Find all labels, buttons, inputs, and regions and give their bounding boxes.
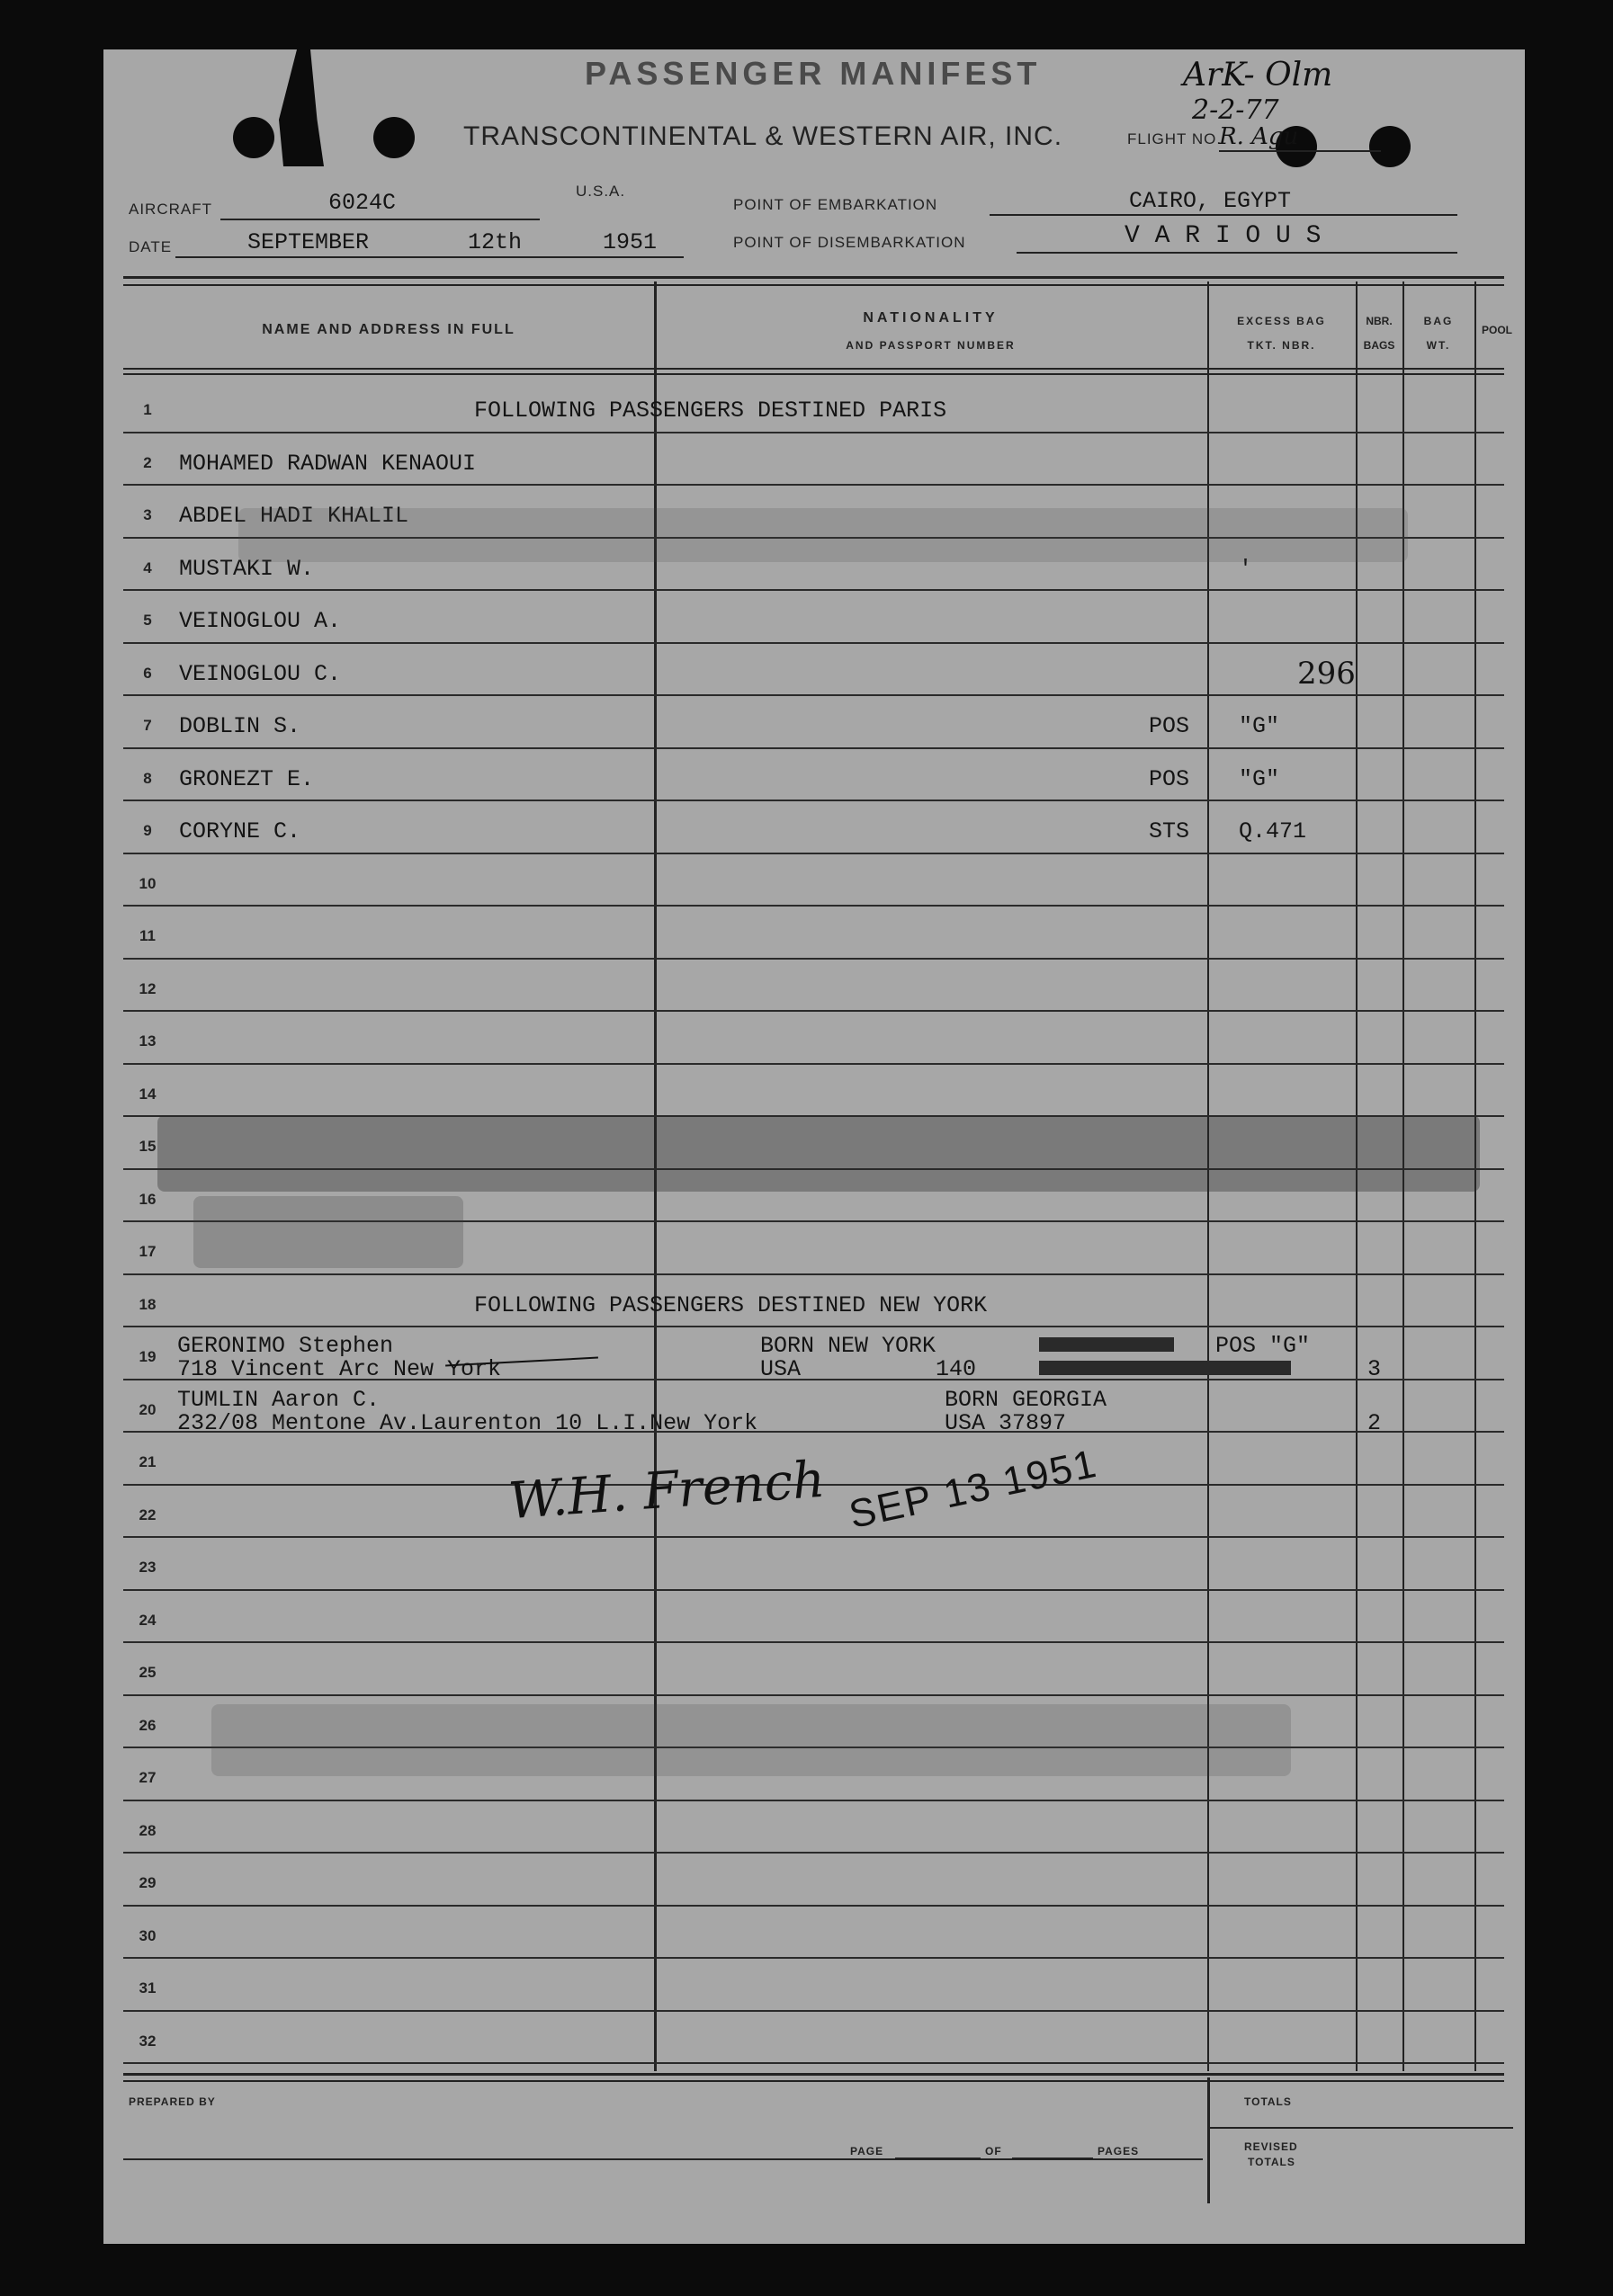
ny-p1-redaction — [1039, 1337, 1174, 1352]
disembarkation-label: POINT OF DISEMBARKATION — [733, 234, 966, 251]
smudge-band-3 — [193, 1196, 463, 1268]
row-number: 5 — [143, 612, 152, 630]
column-header-rule — [123, 368, 1504, 375]
table-row — [123, 749, 1504, 802]
table-row — [123, 1854, 1504, 1907]
header-rule-double — [123, 276, 1504, 286]
col-bags-header-1: NBR. — [1366, 315, 1393, 327]
table-row — [123, 2012, 1504, 2065]
aircraft-label: AIRCRAFT — [129, 201, 212, 218]
col-bags-header-2: BAGS — [1363, 339, 1395, 352]
flight-number-line — [1219, 150, 1381, 152]
date-year: 1951 — [603, 229, 658, 255]
row-number: 32 — [139, 2032, 157, 2050]
passenger-name: MOHAMED RADWAN KENAOUI — [179, 450, 477, 477]
passenger-name: VEINOGLOU A. — [179, 608, 342, 635]
aircraft-line — [220, 219, 540, 220]
ny-p2-nat-line1: BORN GEORGIA — [945, 1387, 1107, 1413]
passenger-name: GRONEZT E. — [179, 765, 315, 792]
table-row — [123, 1643, 1504, 1696]
embarkation-line — [990, 214, 1457, 216]
embarkation-label: POINT OF EMBARKATION — [733, 196, 938, 213]
row-number: 31 — [139, 1979, 157, 1997]
row-number: 8 — [143, 769, 152, 787]
ny-p1-name: GERONIMO Stephen — [177, 1333, 394, 1359]
col-excess-header-2: TKT. NBR. — [1247, 339, 1316, 352]
ny-p2-nat-line2: USA 37897 — [945, 1410, 1067, 1436]
excess-bag-ticket: "G" — [1239, 713, 1280, 740]
table-row — [123, 1275, 1504, 1328]
page-label: PAGE — [850, 2145, 884, 2158]
row-number: 19 — [139, 1348, 157, 1366]
page-line — [895, 2158, 981, 2159]
row-number: 17 — [139, 1243, 157, 1261]
usa-label: U.S.A. — [576, 183, 626, 200]
table-row — [123, 960, 1504, 1013]
row-number: 24 — [139, 1611, 157, 1629]
table-row — [123, 1801, 1504, 1854]
passenger-name: CORYNE C. — [179, 818, 301, 845]
aircraft-value: 6024C — [328, 190, 397, 216]
ny-p1-excess: POS "G" — [1215, 1333, 1311, 1359]
row-number: 15 — [139, 1138, 157, 1156]
passenger-name: ABDEL HADI KHALIL — [179, 503, 409, 530]
of-line — [1012, 2158, 1093, 2159]
row-number: 18 — [139, 1295, 157, 1313]
row-number: 26 — [139, 1716, 157, 1734]
ny-p1-bags: 3 — [1367, 1356, 1382, 1382]
excess-bag-ticket: 296 — [1297, 655, 1356, 692]
row-number: 4 — [143, 558, 152, 576]
flight-label: FLIGHT NO. — [1127, 130, 1223, 147]
nationality-code: STS — [1149, 818, 1190, 845]
table-row — [123, 591, 1504, 644]
date-line — [175, 256, 684, 258]
ny-p1-address: 718 Vincent Arc New York — [177, 1356, 502, 1382]
torn-mark — [279, 49, 324, 166]
table-row — [123, 1538, 1504, 1591]
passenger-name: VEINOGLOU C. — [179, 660, 342, 687]
excess-bag-ticket: Q.471 — [1239, 818, 1307, 845]
revised-totals-label-2: TOTALS — [1248, 2156, 1295, 2168]
row-number: 14 — [139, 1085, 157, 1103]
table-row — [123, 907, 1504, 960]
smudge-band-2 — [157, 1115, 1480, 1192]
col-name-header: NAME AND ADDRESS IN FULL — [262, 322, 515, 337]
excess-bag-ticket: ' — [1239, 555, 1253, 582]
of-label: OF — [985, 2145, 1002, 2158]
ny-p1-passport: 140 — [936, 1356, 977, 1382]
punch-hole-center — [373, 117, 415, 158]
row-number: 27 — [139, 1769, 157, 1787]
row-number: 7 — [143, 717, 152, 735]
totals-label: TOTALS — [1244, 2095, 1292, 2108]
handwritten-note-line1: ArK- Olm — [1183, 57, 1333, 94]
row-number: 1 — [143, 401, 152, 419]
nationality-code: POS — [1149, 713, 1190, 740]
ny-p2-name: TUMLIN Aaron C. — [177, 1387, 381, 1413]
received-date-stamp: SEP 13 1951 — [845, 1441, 1102, 1538]
airline-name: TRANSCONTINENTAL & WESTERN AIR, INC. — [463, 121, 1063, 151]
table-row — [123, 801, 1504, 854]
passenger-name: MUSTAKI W. — [179, 555, 315, 582]
ny-p1-nat-line2: USA — [760, 1356, 802, 1382]
col-passport-header: AND PASSPORT NUMBER — [846, 339, 1016, 352]
passenger-name: DOBLIN S. — [179, 713, 301, 740]
col-nationality-header: NATIONALITY — [863, 310, 999, 326]
smudge-band-4 — [211, 1704, 1291, 1776]
table-row — [123, 854, 1504, 907]
col-pool-header: POOL — [1481, 324, 1512, 336]
col-excess-header-1: EXCESS BAG — [1237, 315, 1326, 327]
row-number: 10 — [139, 874, 157, 892]
date-label: DATE — [129, 238, 173, 255]
table-row — [123, 696, 1504, 749]
table-row — [123, 644, 1504, 697]
row-number: 30 — [139, 1926, 157, 1944]
table-row — [123, 1012, 1504, 1065]
row-number: 6 — [143, 664, 152, 682]
table-row — [123, 1591, 1504, 1644]
handwritten-note-line2: 2-2-77 — [1192, 94, 1279, 126]
row-number: 22 — [139, 1505, 157, 1523]
table-row — [123, 380, 1504, 433]
row-number: 12 — [139, 979, 157, 997]
embarkation-value: CAIRO, EGYPT — [1129, 188, 1292, 214]
ny-p2-address: 232/08 Mentone Av.Laurenton 10 L.I.New York — [177, 1410, 758, 1436]
table-row — [123, 433, 1504, 487]
date-month: SEPTEMBER — [247, 229, 370, 255]
date-day: 12th — [468, 229, 523, 255]
excess-bag-ticket: "G" — [1239, 765, 1280, 792]
col-bagwt-header-1: BAG — [1423, 315, 1454, 327]
revised-totals-label-1: REVISED — [1244, 2140, 1298, 2153]
row-number: 2 — [143, 453, 152, 471]
punch-hole-left — [233, 117, 274, 158]
row-number: 25 — [139, 1664, 157, 1682]
row-number: 13 — [139, 1032, 157, 1050]
table-row — [123, 1959, 1504, 2012]
row-number: 23 — [139, 1559, 157, 1577]
col-bagwt-header-2: WT. — [1426, 339, 1451, 352]
row-number: 11 — [139, 927, 156, 945]
row-number: 29 — [139, 1874, 157, 1892]
ny-p2-bags: 2 — [1367, 1410, 1382, 1436]
destination-heading: FOLLOWING PASSENGERS DESTINED NEW YORK — [474, 1291, 988, 1318]
ny-p1-nat-line1: BORN NEW YORK — [760, 1333, 936, 1359]
destination-heading: FOLLOWING PASSENGERS DESTINED PARIS — [474, 398, 947, 424]
disembarkation-line — [1017, 252, 1457, 254]
row-number: 28 — [139, 1821, 157, 1839]
signature: W.H. French — [506, 1450, 828, 1532]
smudge-band-1 — [238, 508, 1408, 562]
pages-label: PAGES — [1098, 2145, 1140, 2158]
totals-divider — [1207, 2127, 1513, 2129]
handwritten-note-line3: R. Agu — [1219, 123, 1299, 150]
row-number: 3 — [143, 506, 152, 524]
row-rule — [123, 2062, 1504, 2064]
row-number: 16 — [139, 1190, 157, 1208]
nationality-code: POS — [1149, 765, 1190, 792]
manifest-sheet — [103, 49, 1525, 2244]
row-number: 21 — [139, 1453, 157, 1471]
punch-hole-right-b — [1369, 126, 1411, 167]
row-number: 20 — [139, 1400, 157, 1418]
table-row — [123, 1065, 1504, 1118]
disembarkation-value: V A R I O U S — [1125, 222, 1322, 250]
ny-p1-redaction-2 — [1039, 1361, 1291, 1375]
prepared-by-label: PREPARED BY — [129, 2095, 216, 2108]
table-row — [123, 1907, 1504, 1960]
manifest-title: PASSENGER MANIFEST — [585, 55, 1042, 92]
row-number: 9 — [143, 822, 152, 840]
